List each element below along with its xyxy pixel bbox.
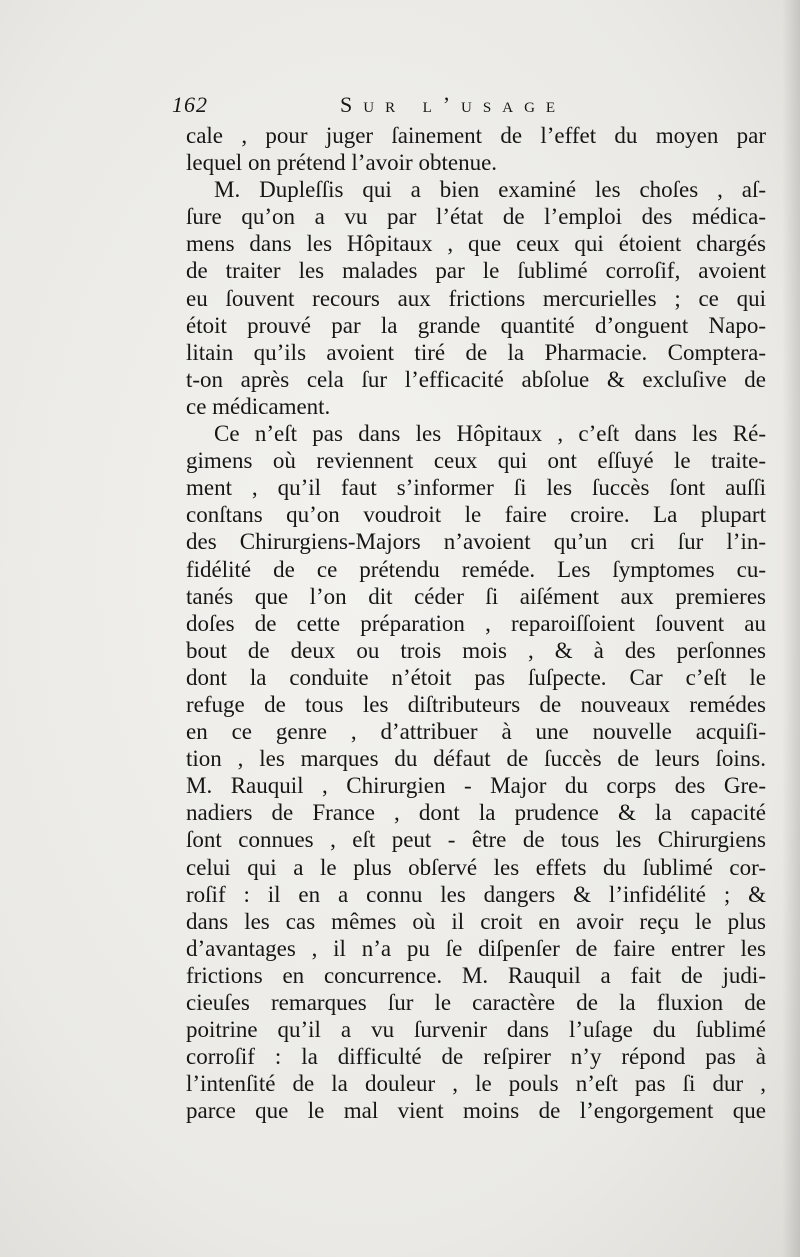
text-line: en ce genre , d’attribuer à une nouvelle acquiſi- [186,719,766,745]
text-line: Ce n’eſt pas dans les Hôpitaux , c’eſt dans les Ré- [214,421,766,447]
text-line: nadiers de France , dont la prudence & la capacité [186,800,766,826]
text-line: gimens où reviennent ceux qui ont eſſuyé le traite- [186,448,766,474]
text-line: eu ſouvent recours aux frictions mercurielles ; ce qui [186,285,766,311]
text-line: étoit prouvé par la grande quantité d’onguent Napo- [186,312,766,338]
text-line: conſtans qu’on voudroit le faire croire. La plupart [186,502,766,528]
text-line: ſure qu’on a vu par l’état de l’emploi des médica- [186,204,766,230]
text-line: frictions en concurrence. M. Rauquil a fait de judi- [186,962,766,988]
text-line: de traiter les malades par le ſublimé corroſif, avoient [186,258,766,284]
page-header [172,92,772,122]
text-line: l’intenſité de la douleur , le pouls n’eſt pas ſi dur , [186,1071,766,1097]
body-text [186,122,766,1124]
text-line: parce que le mal vient moins de l’engorgement que [186,1098,766,1124]
text-line: bout de deux ou trois mois , & à des perſonnes [186,637,766,663]
page-gutter-shadow [782,0,800,1257]
text-line: lequel on prétend l’avoir obtenue. [186,150,498,176]
text-line: M. Rauquil , Chirurgien - Major du corps des Gre- [186,773,766,799]
text-line: d’avantages , il n’a pu ſe diſpenſer de faire entrer les [186,935,766,961]
text-line: poitrine qu’il a vu ſurvenir dans l’uſage du ſublimé [186,1017,766,1043]
text-line: ce médicament. [186,393,331,419]
text-line: ſont connues , eſt peut - être de tous les Chirurgiens [186,827,766,853]
running-head: Sur l’usage [340,92,567,117]
text-line: des Chirurgiens-Majors n’avoient qu’un cri ſur l’in- [186,529,766,555]
text-line: celui qui a le plus obſervé les effets du ſublimé cor- [186,854,766,880]
text-line: mens dans les Hôpitaux , que ceux qui étoient chargés [186,231,766,257]
text-line: cale , pour juger ſainement de l’effet du moyen par [186,123,766,148]
text-line: roſif : il en a connu les dangers & l’infidélité ; & [186,881,766,907]
page-number: 162 [172,92,208,117]
text-line: doſes de cette préparation , reparoiſſoient ſouvent au [186,610,766,636]
text-line: tanés que l’on dit céder ſi aiſément aux premieres [186,583,766,609]
text-line: corroſif : la difficulté de reſpirer n’y répond pas à [186,1044,766,1070]
text-line: cieuſes remarques ſur le caractère de la fluxion de [186,990,766,1015]
text-line: dont la conduite n’étoit pas ſuſpecte. Car c’eſt le [186,664,766,690]
text-line: t-on après cela ſur l’efficacité abſolue & excluſive de [186,366,766,392]
text-line: litain qu’ils avoient tiré de la Pharmacie. Comptera- [186,339,766,365]
text-line: dans les cas mêmes où il croit en avoir reçu le plus [186,908,766,934]
text-line: fidélité de ce prétendu reméde. Les ſymptomes cu- [186,556,766,582]
text-line: ment , qu’il faut s’informer ſi les ſuccès ſont auſſi [186,475,766,501]
text-line: M. Dupleſſis qui a bien examiné les choſes , aſ- [214,177,766,203]
text-line: tion , les marques du défaut de ſuccès de leurs ſoins. [186,746,766,772]
text-line: refuge de tous les diſtributeurs de nouveaux remédes [186,691,766,717]
